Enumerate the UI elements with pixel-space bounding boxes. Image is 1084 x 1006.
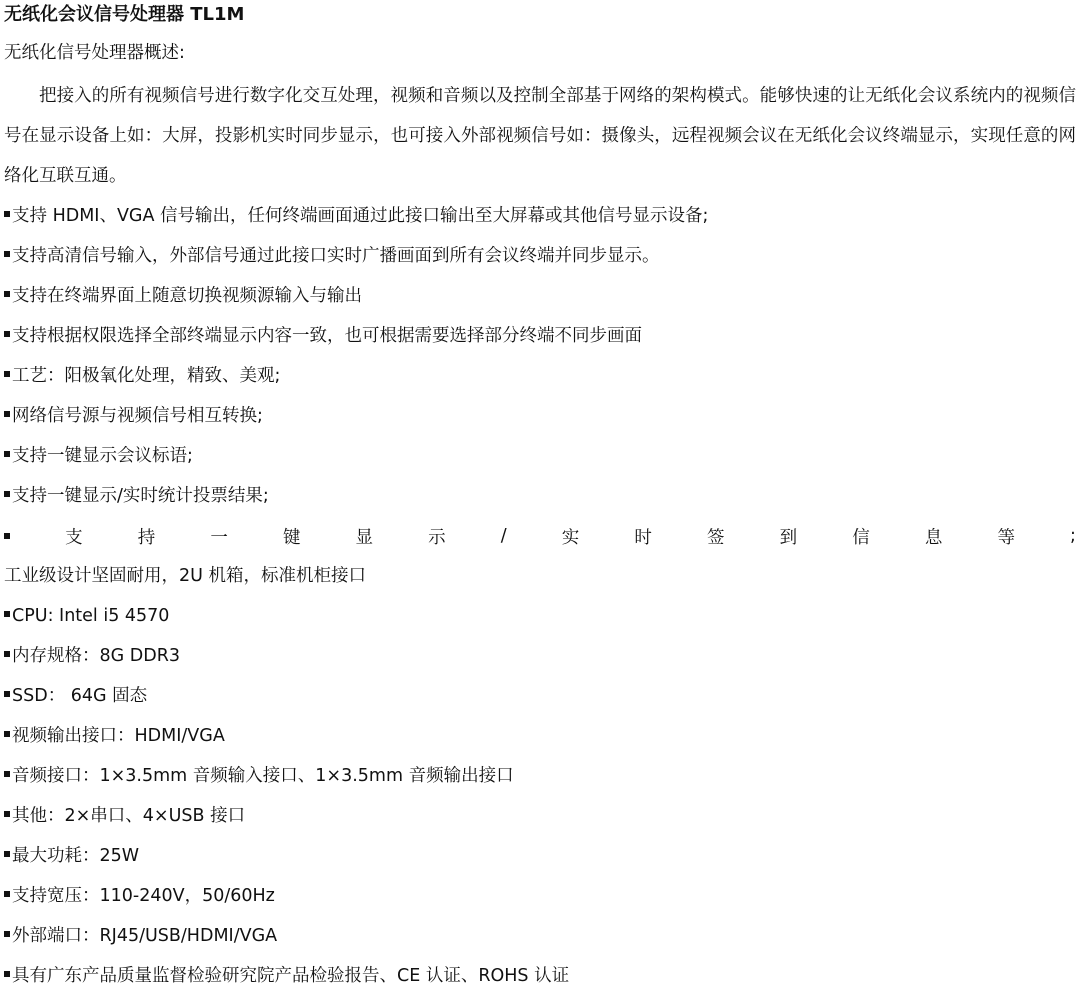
bullet-icon <box>4 931 10 937</box>
bullet-icon <box>4 691 10 697</box>
feature-item <box>4 396 1076 436</box>
feature-text: 工艺：阳极氧化处理，精致、美观; <box>12 366 281 386</box>
spec-text: 最大功耗：25W <box>12 846 140 866</box>
justified-char: 信 <box>852 527 870 548</box>
spec-item <box>4 796 1076 836</box>
justified-char: 实 <box>561 527 580 548</box>
spec-item <box>4 756 1076 796</box>
spec-item <box>4 916 1076 956</box>
feature-text: 支持在终端界面上随意切换视频源输入与输出 <box>12 286 362 306</box>
feature-item <box>4 436 1076 476</box>
bullet-icon <box>4 851 10 857</box>
spec-text: 具有广东产品质量监督检验研究院产品检验报告、CE 认证、ROHS 认证 <box>12 966 570 986</box>
justified-char: 示 <box>428 527 446 548</box>
feature-list <box>4 196 1076 556</box>
justified-char: 显 <box>355 527 374 548</box>
bullet-icon <box>4 533 10 539</box>
spec-text: SSD： 64G 固态 <box>12 686 148 706</box>
bullet-icon <box>4 651 10 657</box>
spec-item <box>4 596 1076 636</box>
justified-char: 到 <box>779 527 798 548</box>
spec-item <box>4 956 1076 996</box>
bullet-icon <box>4 891 10 897</box>
justified-char: 时 <box>634 527 652 548</box>
justified-char: / <box>500 526 507 546</box>
bullet-icon <box>4 211 10 217</box>
feature-item <box>4 196 1076 236</box>
bullet-icon <box>4 451 10 457</box>
feature-item <box>4 356 1076 396</box>
spec-item <box>4 676 1076 716</box>
spec-item <box>4 876 1076 916</box>
bullet-icon <box>4 251 10 257</box>
feature-text: 支持一键显示/实时统计投票结果; <box>12 486 269 506</box>
spec-list <box>4 596 1076 996</box>
spec-text: 其他：2×串口、4×USB 接口 <box>12 806 246 826</box>
spec-text: 视频输出接口：HDMI/VGA <box>12 726 225 746</box>
feature-text: 支持高清信号输入，外部信号通过此接口实时广播画面到所有会议终端并同步显示。 <box>12 246 660 266</box>
feature-text: 网络信号源与视频信号相互转换; <box>12 406 263 426</box>
feature-text: 支持一键显示会议标语; <box>12 446 193 466</box>
bullet-icon <box>4 811 10 817</box>
justified-char: 键 <box>282 527 301 548</box>
bullet-icon <box>4 731 10 737</box>
bullet-icon <box>4 491 10 497</box>
justified-char: 持 <box>137 527 156 548</box>
bullet-icon <box>4 611 10 617</box>
bullet-icon <box>4 291 10 297</box>
spec-text: 音频接口：1×3.5mm 音频输入接口、1×3.5mm 音频输出接口 <box>12 766 514 786</box>
bullet-icon <box>4 771 10 777</box>
justified-char: 一 <box>210 527 228 548</box>
feature-item <box>4 236 1076 276</box>
feature-item-justified <box>4 516 1076 556</box>
bullet-icon <box>4 971 10 977</box>
spec-item <box>4 836 1076 876</box>
bullet-icon <box>4 411 10 417</box>
feature-item <box>4 276 1076 316</box>
spec-text: 内存规格：8G DDR3 <box>12 646 181 666</box>
bullet-icon <box>4 371 10 377</box>
section-heading: 无纸化信号处理器概述: <box>4 43 185 63</box>
spec-text: CPU: Intel i5 4570 <box>12 606 170 626</box>
feature-item <box>4 316 1076 356</box>
document-title: 无纸化会议信号处理器 TL1M <box>4 4 245 25</box>
feature-item <box>4 476 1076 516</box>
intro-paragraph: 把接入的所有视频信号进行数字化交互处理，视频和音频以及控制全部基于网络的架构模式。能够快速的让无纸化会议系统内的视频信号在显示设备上如：大屏，投影机实时同步显示，也可接入外部视频信号如：摄像头，远程视频会议在无纸化会议终端显示，实现任意的网络化互联互通。 <box>4 86 1076 186</box>
justified-char: 签 <box>707 527 725 548</box>
spec-item <box>4 636 1076 676</box>
spec-text: 外部端口：RJ45/USB/HDMI/VGA <box>12 926 278 946</box>
justified-char: 息 <box>924 527 943 548</box>
spec-text: 支持宽压：110-240V，50/60Hz <box>12 886 275 906</box>
justified-char: ; <box>1070 526 1076 546</box>
justified-char: 支 <box>65 527 83 548</box>
bullet-icon <box>4 331 10 337</box>
industrial-design-line: 工业级设计坚固耐用，2U 机箱，标准机柜接口 <box>4 566 367 586</box>
feature-text: 支持 HDMI、VGA 信号输出，任何终端画面通过此接口输出至大屏幕或其他信号显示设备; <box>12 206 709 226</box>
feature-text: 支持根据权限选择全部终端显示内容一致，也可根据需要选择部分终端不同步画面 <box>12 326 642 346</box>
justified-char: 等 <box>997 527 1015 548</box>
spec-item <box>4 716 1076 756</box>
